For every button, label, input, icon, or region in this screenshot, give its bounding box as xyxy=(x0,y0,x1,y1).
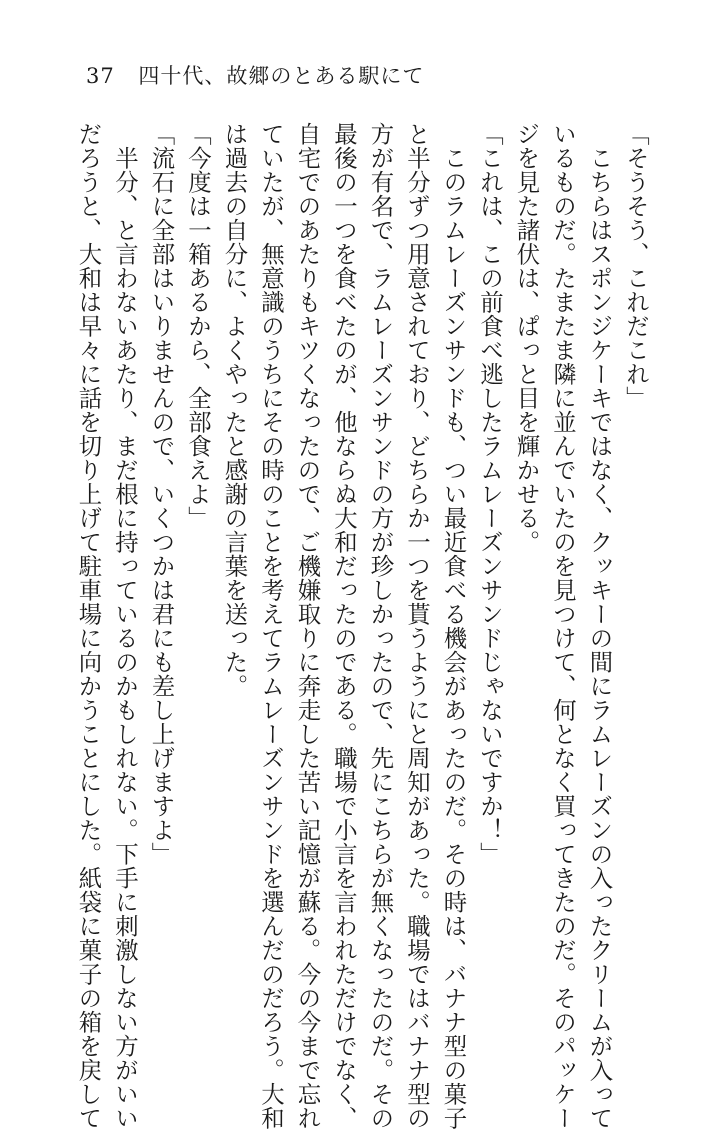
text-line: だろうと、大和は早々に話を切り上げて駐車場に向かうことにした。紙袋に菓子の箱を戻して xyxy=(74,122,103,1130)
page-number: 37 xyxy=(86,64,115,88)
text-line: こちらはスポンジケーキではなく、クッキーの間にラムレーズンの入ったクリームが入って xyxy=(585,122,614,1130)
text-line: 方が有名で、ラムレーズンサンドの方が珍しかったので、先にこちらが無くなったのだ。その xyxy=(366,122,395,1130)
text-line: いるものだ。たまたま隣に並んでいたのを見つけて、何となく買ってきたのだ。そのパッケー xyxy=(549,122,577,1130)
chapter-title: 四十代、故郷のとある駅にて xyxy=(138,64,425,88)
text-line: 「今度は一箱あるから、全部食えよ」 xyxy=(184,122,212,530)
text-line: ていたが、無意識のうちにその時のことを考えてラムレーズンサンドを選んだのだろう。大和 xyxy=(257,122,285,1130)
text-line: 自宅でのあたりもキツくなったので、ご機嫌取りに奔走した苦い記憶が蘇る。今の今まで忘れ xyxy=(293,122,322,1130)
text-line: このラムレーズンサンドも、つい最近食べる機会があったのだ。その時は、バナナ型の菓子 xyxy=(439,122,468,1130)
vertical-text-body xyxy=(64,122,654,1130)
text-line: 最後の一つを食べたのが、他ならぬ大和だったのである。職場で小言を言われただけでなく、 xyxy=(330,122,358,1130)
text-line: は過去の自分に、よくやったと感謝の言葉を送った。 xyxy=(220,122,249,698)
page-header xyxy=(86,60,424,90)
text-line: ジを見た諸伏は、ぱっと目を輝かせる。 xyxy=(512,122,541,554)
text-line: 半分、と言わないあたり、まだ根に持っているのかもしれない。下手に刺激しない方がいい xyxy=(111,122,139,1130)
text-line: 「流石に全部はいりませんので、いくつかは君にも差し上げますよ」 xyxy=(147,122,176,866)
text-line: と半分ずつ用意されており、どちらか一つを貰うようにと周知があった。職場ではバナナ型の xyxy=(403,122,431,1130)
text-line: 「そうそう、これだこれ」 xyxy=(622,122,650,410)
text-line: 「これは、この前食べ逃したラムレーズンサンドじゃないですか！」 xyxy=(476,122,504,866)
